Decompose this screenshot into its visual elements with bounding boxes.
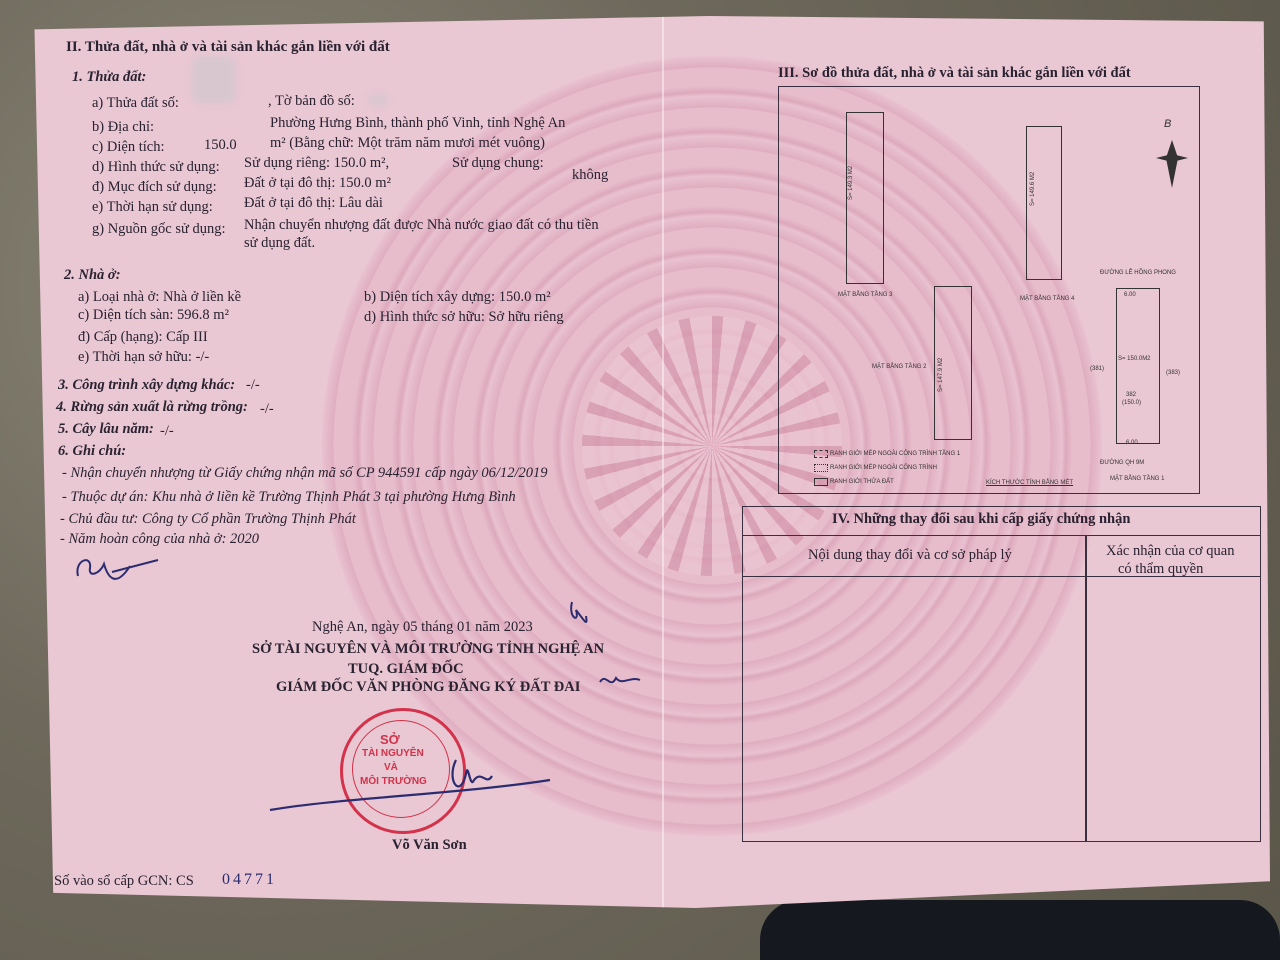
floor1-width-bottom: 6.00 <box>1126 440 1138 446</box>
common-use-value: không <box>572 167 609 183</box>
common-use-label: Sử dụng chung: <box>452 155 544 171</box>
other-works-label: 3. Công trình xây dựng khác: <box>58 377 236 393</box>
map-sheet-label: , Tờ bản đồ số: <box>268 93 355 109</box>
private-use-value: Sử dụng riêng: 150.0 m², <box>244 155 390 171</box>
section4-title: IV. Những thay đổi sau khi cấp giấy chứng nhận <box>832 511 1131 527</box>
stamp-text-so: SỞ <box>380 732 400 747</box>
notes-label: 6. Ghi chú: <box>58 443 127 459</box>
legend-1: RANH GIỚI MÉP NGOÀI CÔNG TRÌNH TẦNG 1 <box>830 451 961 457</box>
house-type: a) Loại nhà ở: Nhà ở liền kề <box>78 289 242 305</box>
legend-2: RANH GIỚI MÉP NGOÀI CÔNG TRÌNH <box>830 465 937 471</box>
legend-3: RANH GIỚI THỬA ĐẤT <box>830 479 894 485</box>
stamp-text-moi-truong: MÔI TRƯỜNG <box>360 776 427 787</box>
date-initial-mark <box>566 598 592 632</box>
scale-note: KÍCH THƯỚC TÍNH BẰNG MÉT <box>986 480 1074 486</box>
initials-signature <box>70 548 160 598</box>
fold-line <box>662 16 664 908</box>
right-lot: (383) <box>1166 370 1181 376</box>
perennial-value: -/- <box>160 423 174 439</box>
origin-value-line1: Nhận chuyển nhượng đất được Nhà nước giao đất có thu tiền <box>244 217 599 233</box>
floor4-area: S= 149.6 M2 <box>1030 171 1036 206</box>
note-investor: - Chủ đầu tư: Công ty Cổ phần Trường Thịnh Phát <box>60 511 356 527</box>
changes-col-confirm-line1: Xác nhận của cơ quan <box>1106 543 1235 559</box>
floor1-width-top: 6.00 <box>1124 292 1136 298</box>
floor3-label: MẶT BẰNG TẦNG 3 <box>838 292 893 298</box>
redacted-map-sheet <box>368 94 388 106</box>
address-label: b) Địa chỉ: <box>92 119 155 135</box>
floor2-area: S= 147.9 M2 <box>938 357 944 392</box>
shoe-shadow <box>760 900 1280 960</box>
origin-label: g) Nguồn gốc sử dụng: <box>92 221 226 237</box>
legend-swatch-1 <box>814 450 828 458</box>
stamp-text-tai-nguyen: TÀI NGUYÊN <box>362 748 424 759</box>
usage-form-label: d) Hình thức sử dụng: <box>92 159 220 175</box>
address-value: Phường Hưng Bình, thành phố Vinh, tỉnh Nghệ An <box>270 115 566 131</box>
section3-title: III. Sơ đồ thửa đất, nhà ở và tài sản khác gắn liền với đất <box>778 65 1131 81</box>
north-arrow-icon <box>1148 118 1196 198</box>
register-label: Số vào sổ cấp GCN: CS <box>54 873 194 889</box>
area-value: 150.0 <box>204 137 237 153</box>
changes-col-content: Nội dung thay đổi và cơ sở pháp lý <box>808 547 1012 563</box>
director-signature <box>260 740 560 820</box>
small-signature <box>596 670 644 694</box>
section2-title: II. Thửa đất, nhà ở và tài sản khác gắn liền với đất <box>66 39 390 55</box>
register-number: 04771 <box>222 871 277 888</box>
area-label: c) Diện tích: <box>92 139 165 155</box>
parcel-number-label: a) Thửa đất số: <box>92 95 179 111</box>
purpose-value: Đất ở tại đô thị: 150.0 m² <box>244 175 391 191</box>
left-lot: (381) <box>1090 366 1105 372</box>
house-term: e) Thời hạn sở hữu: -/- <box>78 349 210 365</box>
house-ownership: d) Hình thức sở hữu: Sở hữu riêng <box>364 309 564 325</box>
issue-date-line: Nghệ An, ngày 05 tháng 01 năm 2023 <box>312 619 533 635</box>
authorized-role: TUQ. GIÁM ĐỐC <box>348 661 464 677</box>
lot-area: (150.0) <box>1122 400 1142 406</box>
lot-number: 382 <box>1126 392 1137 398</box>
term-value: Đất ở tại đô thị: Lâu dài <box>244 195 383 211</box>
office-director-role: GIÁM ĐỐC VĂN PHÒNG ĐĂNG KÝ ĐẤT ĐAI <box>276 679 581 695</box>
house-floor-area: c) Diện tích sàn: 596.8 m² <box>78 307 229 323</box>
perennial-label: 5. Cây lâu năm: <box>58 421 154 437</box>
note-project: - Thuộc dự án: Khu nhà ở liền kề Trường Thịnh Phát 3 tại phường Hưng Bình <box>62 489 516 505</box>
house-grade: đ) Cấp (hạng): Cấp III <box>78 329 208 345</box>
signer-name: Võ Văn Sơn <box>392 837 467 853</box>
changes-col-confirm-line2: có thẩm quyền <box>1118 561 1204 577</box>
term-label: e) Thời hạn sử dụng: <box>92 199 213 215</box>
changes-table-column-divider <box>1085 536 1087 841</box>
street-bottom-label: ĐƯỜNG QH 9M <box>1100 460 1145 466</box>
redacted-parcel-number <box>192 56 236 104</box>
floor1-label: MẶT BẰNG TẦNG 1 <box>1110 476 1165 482</box>
note-completion-year: - Năm hoàn công của nhà ở: 2020 <box>60 531 260 547</box>
forest-value: -/- <box>260 401 274 417</box>
part1-title: 1. Thửa đất: <box>72 69 147 85</box>
legend-swatch-3 <box>814 478 828 486</box>
floor4-label: MẶT BẰNG TẦNG 4 <box>1020 296 1075 302</box>
issuing-department: SỞ TÀI NGUYÊN VÀ MÔI TRƯỜNG TỈNH NGHỆ AN <box>252 641 605 657</box>
purpose-label: đ) Mục đích sử dụng: <box>92 179 217 195</box>
area-unit-words: m² (Bằng chữ: Một trăm năm mươi mét vuông) <box>270 135 545 151</box>
stamp-text-va: VÀ <box>384 762 398 773</box>
other-works-value: -/- <box>246 377 260 393</box>
floor1-area: S= 150.0M2 <box>1118 356 1151 362</box>
note-transfer: - Nhận chuyển nhượng từ Giấy chứng nhận mã số CP 944591 cấp ngày 06/12/2019 <box>62 465 548 481</box>
street-top-label: ĐƯỜNG LÊ HỒNG PHONG <box>1100 270 1176 276</box>
floor1-outline <box>1116 288 1160 444</box>
floor3-area: S= 149.3 M2 <box>848 165 854 200</box>
house-built-area: b) Diện tích xây dựng: 150.0 m² <box>364 289 551 305</box>
floor2-label: MẶT BẰNG TẦNG 2 <box>872 364 927 370</box>
origin-value-line2: sử dụng đất. <box>244 235 316 251</box>
legend-swatch-2 <box>814 464 828 472</box>
forest-label: 4. Rừng sản xuất là rừng trồng: <box>56 399 248 415</box>
north-label: B <box>1164 118 1172 130</box>
part2-title: 2. Nhà ở: <box>64 267 121 283</box>
